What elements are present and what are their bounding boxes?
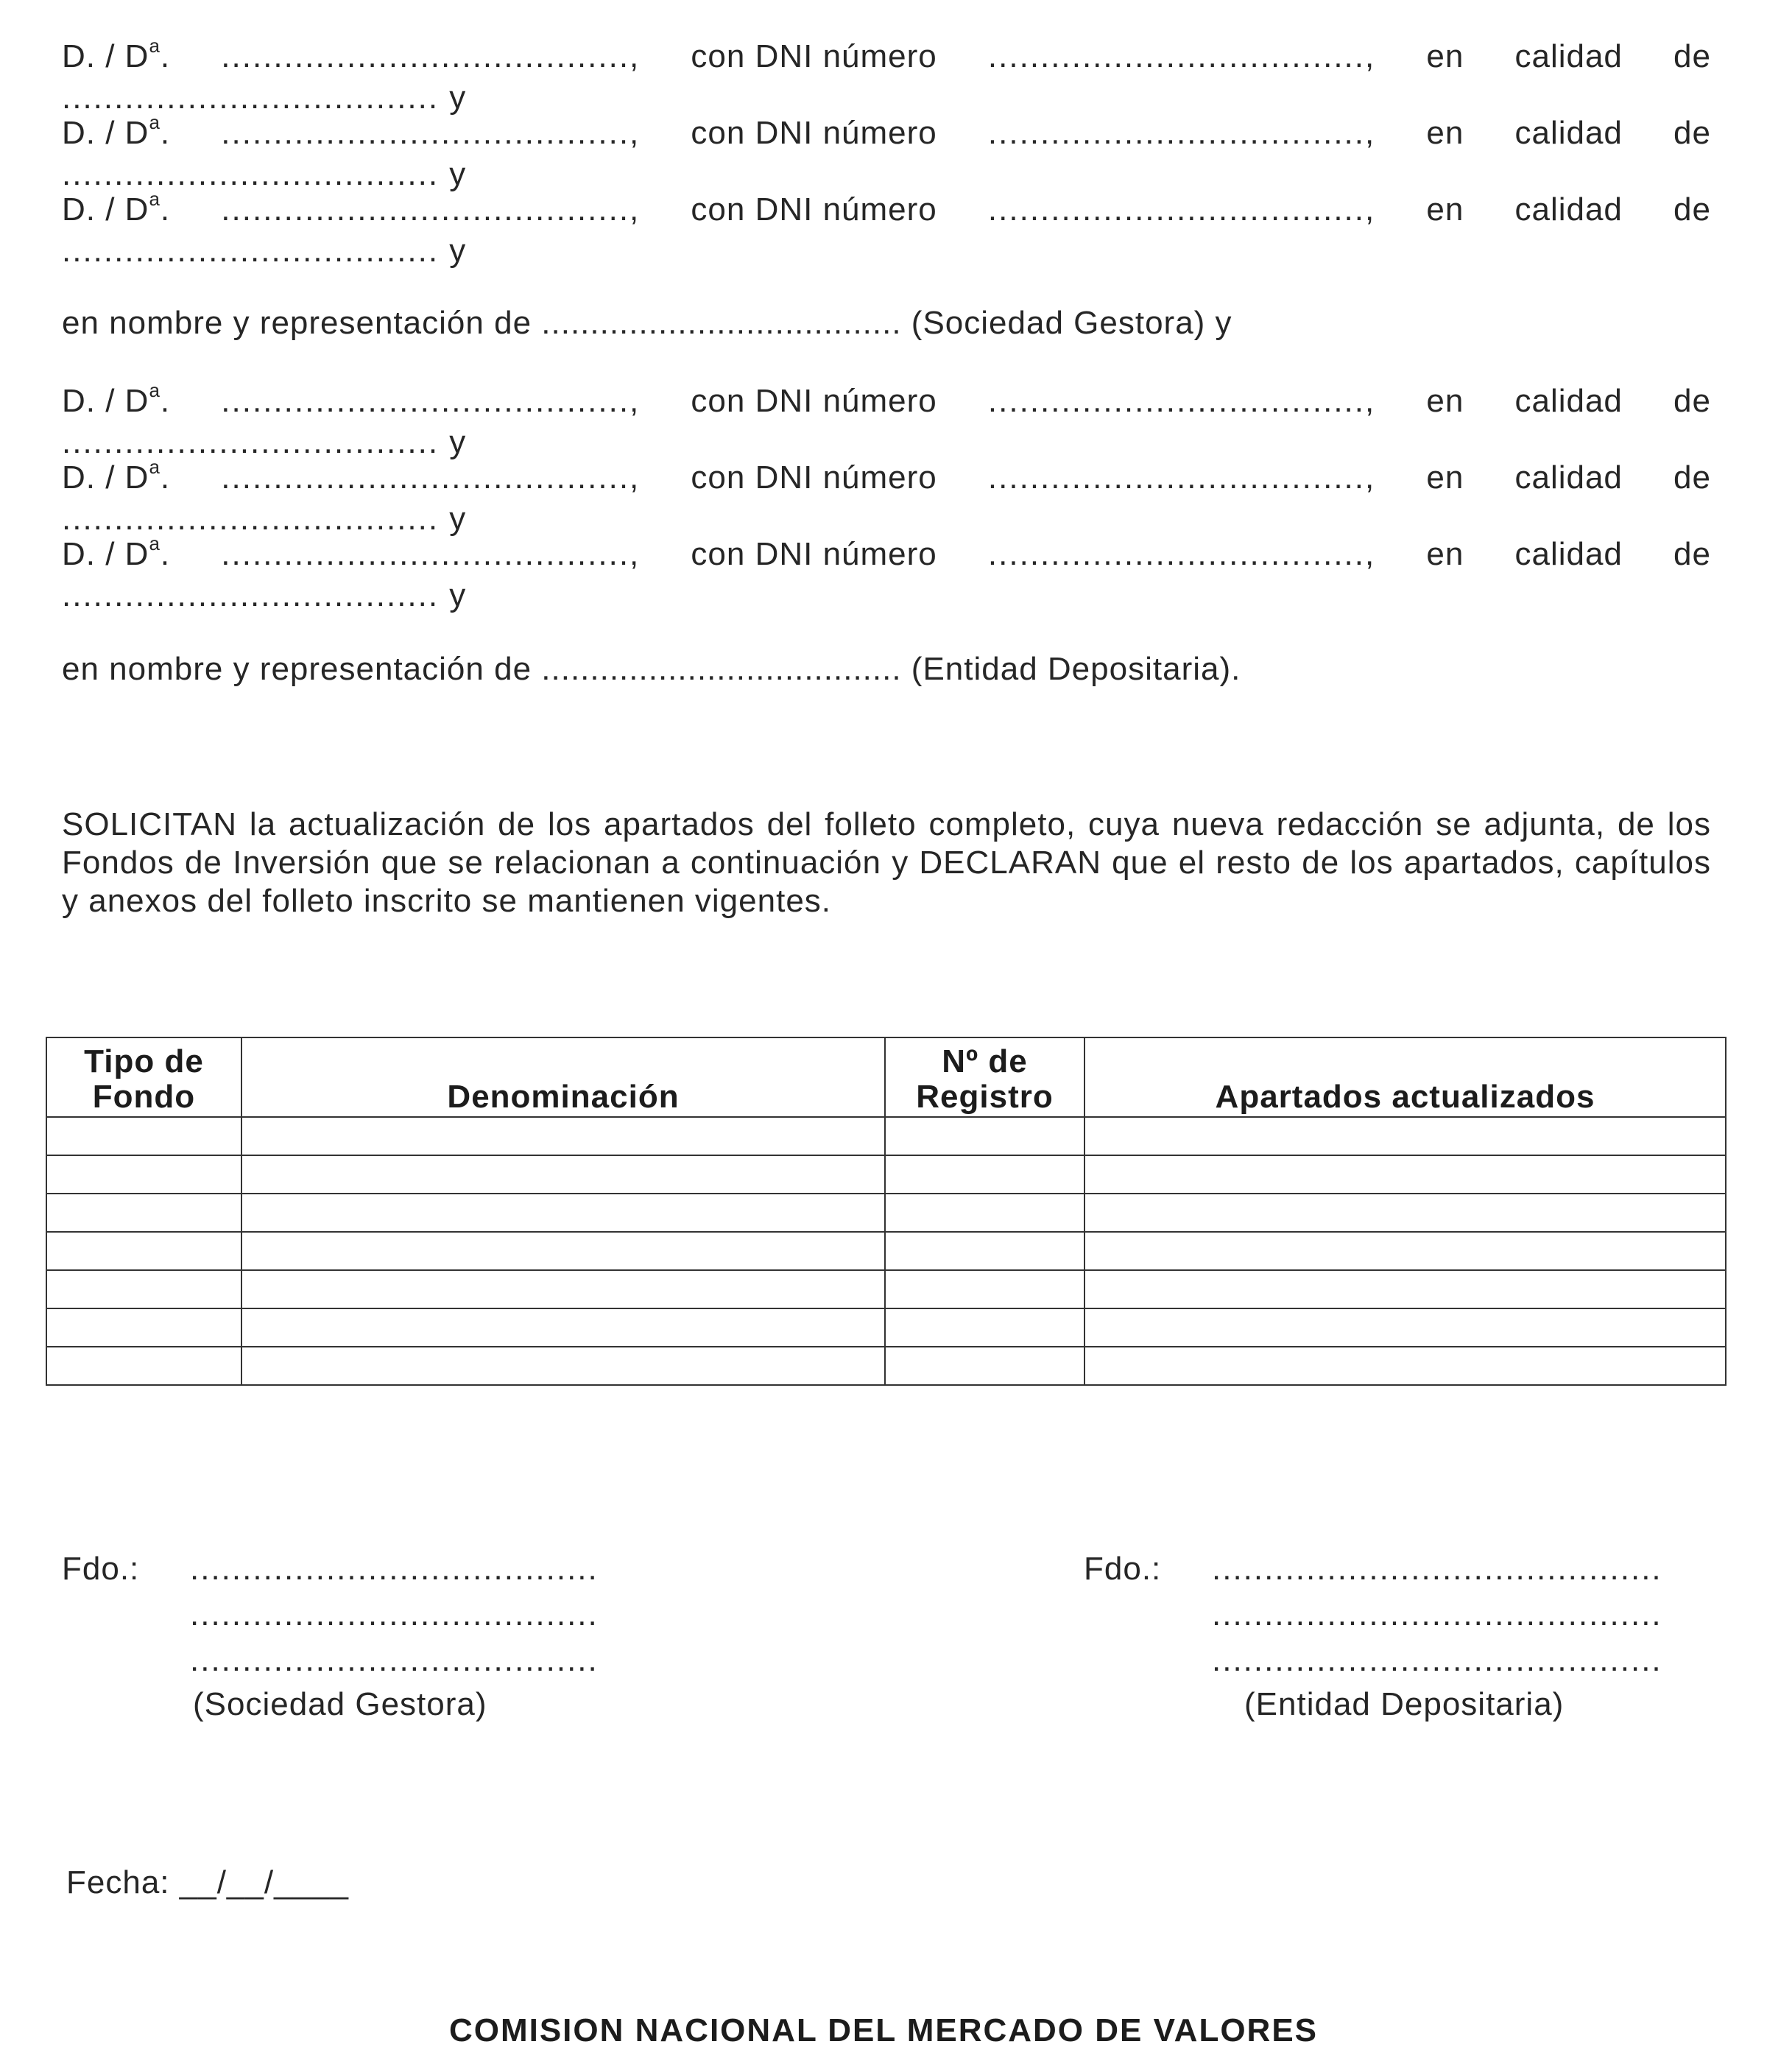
table-cell[interactable] [241, 1117, 885, 1155]
capacity-blank[interactable]: .................................... y [62, 424, 468, 460]
table-cell[interactable] [46, 1155, 241, 1194]
table-row [46, 1117, 1726, 1155]
table-row [46, 1347, 1726, 1385]
table-cell[interactable] [1084, 1308, 1726, 1347]
dni-blank[interactable]: ...................................., [987, 459, 1376, 496]
dni-blank[interactable]: ...................................., [987, 536, 1376, 572]
funds-table [46, 1037, 1727, 1386]
capacity-blank[interactable]: .................................... y [62, 156, 468, 192]
gestora-representation: en nombre y representación de ..................................... (Sociedad Gestora) y [62, 305, 1232, 341]
table-cell[interactable] [46, 1308, 241, 1347]
name-blank[interactable]: ......................................., [221, 383, 641, 419]
depositaria-signatory-row-3: D. / $D^a$. ......................................., con DNI número ...................................., en calidad de [62, 532, 1711, 572]
table-header-row [46, 1037, 1726, 1117]
signature-blank[interactable]: ....................................... [190, 1596, 599, 1632]
table-row [46, 1308, 1726, 1347]
table-cell[interactable] [46, 1270, 241, 1308]
header-apartados-actualizados: Apartados actualizados [1084, 1037, 1726, 1117]
fecha-label: Fecha: [66, 1864, 170, 1900]
capacity-blank[interactable]: .................................... y [62, 577, 468, 613]
table-cell[interactable] [1084, 1232, 1726, 1270]
name-blank[interactable]: ......................................., [221, 459, 641, 496]
header-denominacion: Denominación [241, 1037, 885, 1117]
table-cell[interactable] [885, 1232, 1084, 1270]
gestora-signatory-row-3: D. / $D^a$. ......................................., con DNI número ...................................., en calidad de [62, 188, 1711, 228]
table-cell[interactable] [241, 1347, 885, 1385]
table-cell[interactable] [1084, 1155, 1726, 1194]
dni-blank[interactable]: ...................................., [987, 115, 1376, 151]
table-cell[interactable] [885, 1270, 1084, 1308]
table-cell[interactable] [885, 1347, 1084, 1385]
table-cell[interactable] [1084, 1194, 1726, 1232]
depositaria-representation: en nombre y representación de ..................................... (Entidad Depositaria). [62, 651, 1241, 687]
header-tipo-de-fondo: Tipo de Fondo [46, 1037, 241, 1117]
capacity-blank[interactable]: .................................... y [62, 233, 468, 269]
name-blank[interactable]: ......................................., [221, 191, 641, 228]
table-cell[interactable] [241, 1270, 885, 1308]
table-cell[interactable] [885, 1308, 1084, 1347]
name-blank[interactable]: ......................................., [221, 115, 641, 151]
signature-blank[interactable]: ........................................... [1212, 1642, 1662, 1678]
signature-blank[interactable]: ........................................... [1212, 1596, 1662, 1632]
signature-label: Fdo.: [1084, 1551, 1162, 1587]
dni-blank[interactable]: ...................................., [987, 191, 1376, 228]
signature-entity: (Sociedad Gestora) [193, 1686, 487, 1722]
table-cell[interactable] [885, 1194, 1084, 1232]
footer-title: COMISION NACIONAL DEL MERCADO DE VALORES [448, 2012, 1319, 2048]
table-cell[interactable] [241, 1232, 885, 1270]
table-cell[interactable] [885, 1117, 1084, 1155]
table-cell[interactable] [46, 1232, 241, 1270]
signature-blank[interactable]: ....................................... [190, 1551, 599, 1587]
table-cell[interactable] [241, 1194, 885, 1232]
table-cell[interactable] [46, 1347, 241, 1385]
table-cell[interactable] [1084, 1347, 1726, 1385]
table-cell[interactable] [885, 1155, 1084, 1194]
signature-blank[interactable]: ....................................... [190, 1642, 599, 1678]
dni-blank[interactable]: ...................................., [987, 38, 1376, 74]
table-row [46, 1270, 1726, 1308]
gestora-signatory-row-2: D. / $D^a$. ......................................., con DNI número ...................................., en calidad de [62, 111, 1711, 151]
dni-blank[interactable]: ...................................., [987, 383, 1376, 419]
table-row [46, 1194, 1726, 1232]
table-cell[interactable] [1084, 1117, 1726, 1155]
name-blank[interactable]: ......................................., [221, 38, 641, 74]
table-cell[interactable] [46, 1117, 241, 1155]
depositaria-signatory-row-2: D. / $D^a$. ......................................., con DNI número ...................................., en calidad de [62, 456, 1711, 496]
capacity-blank[interactable]: .................................... y [62, 80, 468, 116]
fecha-blank[interactable]: __/__/____ [179, 1864, 349, 1900]
table-row [46, 1155, 1726, 1194]
table-cell[interactable] [241, 1155, 885, 1194]
fecha-field [66, 1864, 349, 1901]
signature-entity: (Entidad Depositaria) [1244, 1686, 1565, 1722]
table-cell[interactable] [241, 1308, 885, 1347]
signature-blank[interactable]: ........................................... [1212, 1551, 1662, 1587]
name-blank[interactable]: ......................................., [221, 536, 641, 572]
table-cell[interactable] [1084, 1270, 1726, 1308]
depositaria-signatory-row-1: D. / $D^a$. ......................................., con DNI número ...................................., en calidad de [62, 379, 1711, 419]
table-row [46, 1232, 1726, 1270]
table-cell[interactable] [46, 1194, 241, 1232]
header-numero-registro: Nº de Registro [885, 1037, 1084, 1117]
gestora-signatory-row-1: D. / $D^a$. ......................................., con DNI número ...................................., en calidad de [62, 35, 1711, 74]
capacity-blank[interactable]: .................................... y [62, 501, 468, 537]
request-paragraph: SOLICITAN la actualización de los apartados del folleto completo, cuya nueva redacción se adjunta, de los Fondos de Inversión que se relacionan a continuación y DECLARAN que el resto de los apartados, capítulos y anexos del folleto inscrito se mantienen vigentes. [62, 806, 1711, 919]
signature-label: Fdo.: [62, 1551, 140, 1587]
